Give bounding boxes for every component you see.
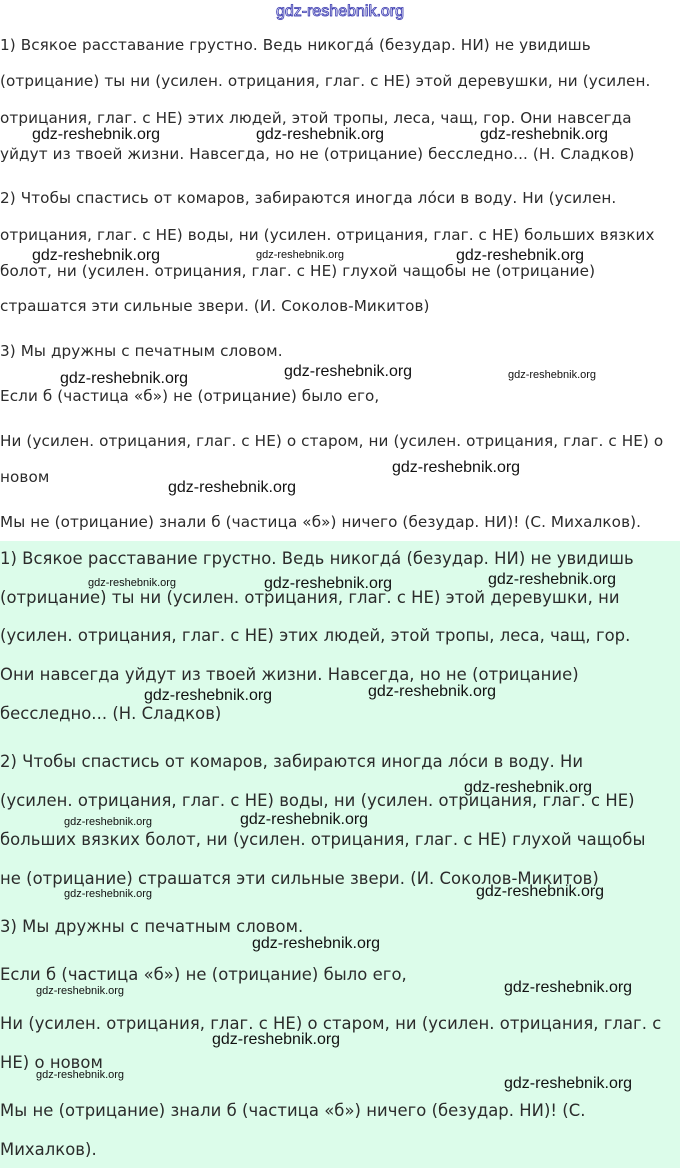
text-line: 3) Мы дружны с печатным словом.: [0, 342, 283, 360]
text-line: больших вязких болот, ни (усилен. отрицания, глаг. с НЕ) глухой чащобы: [0, 830, 646, 849]
watermark: gdz-reshebnik.org: [504, 1075, 633, 1092]
top-watermark: gdz-reshebnik.org: [275, 3, 405, 20]
watermark: gdz-reshebnik.org: [368, 683, 497, 700]
watermark: gdz-reshebnik.org: [256, 126, 385, 143]
text-line: 1) Всякое расставание грустно. Ведь никогда́ (безудар. НИ) не увидишь: [0, 549, 634, 568]
text-line: страшатся эти сильные звери. (И. Соколов-Микитов): [0, 297, 430, 315]
text-line: Мы не (отрицание) знали б (частица «б») ничего (безудар. НИ)! (С.: [0, 1101, 586, 1120]
text-line: (отрицание) ты ни (усилен. отрицания, глаг. с НЕ) этой деревушки, ни: [0, 588, 620, 607]
text-line: Мы не (отрицание) знали б (частица «б») ничего (безудар. НИ)! (С. Михалков).: [0, 513, 642, 531]
watermark: gdz-reshebnik.org: [284, 363, 413, 380]
watermark: gdz-reshebnik.org: [32, 247, 161, 264]
text-line: новом: [0, 468, 50, 486]
text-line: уйдут из твоей жизни. Навсегда, но не (отрицание) бесследно... (Н. Сладков): [0, 145, 635, 163]
text-line: болот, ни (усилен. отрицания, глаг. с НЕ) глухой чащобы не (отрицание): [0, 262, 596, 280]
watermark: gdz-reshebnik.org: [144, 687, 273, 704]
watermark: gdz-reshebnik.org: [392, 459, 521, 476]
watermark: gdz-reshebnik.org: [252, 935, 381, 952]
text-line: бесследно... (Н. Сладков): [0, 704, 222, 723]
text-line: 2) Чтобы спастись от комаров, забираются иногда ло́си в воду. Ни: [0, 752, 584, 771]
watermark: gdz-reshebnik.org: [476, 883, 605, 900]
text-line: (отрицание) ты ни (усилен. отрицания, глаг. с НЕ) этой деревушки, ни (усилен.: [0, 72, 651, 90]
watermark: gdz-reshebnik.org: [168, 479, 297, 496]
watermark: gdz-reshebnik.org: [264, 575, 393, 592]
watermark: gdz-reshebnik.org: [456, 247, 585, 264]
text-line: Михалков).: [0, 1140, 97, 1159]
watermark: gdz-reshebnik.org: [36, 1069, 125, 1081]
text-line: 3) Мы дружны с печатным словом.: [0, 917, 304, 936]
watermark: gdz-reshebnik.org: [88, 577, 177, 589]
text-line: 2) Чтобы спастись от комаров, забираются иногда ло́си в воду. Ни (усилен.: [0, 189, 617, 207]
text-line: Они навсегда уйдут из твоей жизни. Навсегда, но не (отрицание): [0, 665, 579, 684]
watermark: gdz-reshebnik.org: [256, 249, 345, 261]
watermark: gdz-reshebnik.org: [504, 979, 633, 996]
text-line: Ни (усилен. отрицания, глаг. с НЕ) о старом, ни (усилен. отрицания, глаг. с: [0, 1014, 662, 1033]
watermark: gdz-reshebnik.org: [464, 779, 593, 796]
text-line: Если б (частица «б») не (отрицание) было его,: [0, 965, 407, 984]
watermark: gdz-reshebnik.org: [480, 126, 609, 143]
text-line: отрицания, глаг. с НЕ) воды, ни (усилен. отрицания, глаг. с НЕ) больших вязких: [0, 226, 655, 244]
text-line: Ни (усилен. отрицания, глаг. с НЕ) о старом, ни (усилен. отрицания, глаг. с НЕ) о: [0, 432, 664, 450]
text-line: не (отрицание) страшатся эти сильные звери. (И. Соколов-Микитов): [0, 869, 599, 888]
text-line: (усилен. отрицания, глаг. с НЕ) воды, ни (усилен. отрицания, глаг. с НЕ): [0, 791, 635, 810]
text-line: (усилен. отрицания, глаг. с НЕ) этих людей, этой тропы, леса, чащ, гор.: [0, 626, 631, 645]
watermark: gdz-reshebnik.org: [508, 369, 597, 381]
watermark: gdz-reshebnik.org: [36, 985, 125, 997]
text-line: 1) Всякое расставание грустно. Ведь никогда́ (безудар. НИ) не увидишь: [0, 36, 591, 54]
watermark: gdz-reshebnik.org: [32, 126, 161, 143]
watermark: gdz-reshebnik.org: [60, 370, 189, 387]
text-line: НЕ) о новом: [0, 1053, 103, 1072]
watermark: gdz-reshebnik.org: [212, 1031, 341, 1048]
watermark: gdz-reshebnik.org: [240, 811, 369, 828]
watermark: gdz-reshebnik.org: [64, 816, 153, 828]
text-line: Если б (частица «б») не (отрицание) было его,: [0, 387, 380, 405]
watermark: gdz-reshebnik.org: [488, 571, 617, 588]
text-line: отрицания, глаг. с НЕ) этих людей, этой тропы, леса, чащ, гор. Они навсегда: [0, 109, 632, 127]
watermark: gdz-reshebnik.org: [64, 888, 153, 900]
